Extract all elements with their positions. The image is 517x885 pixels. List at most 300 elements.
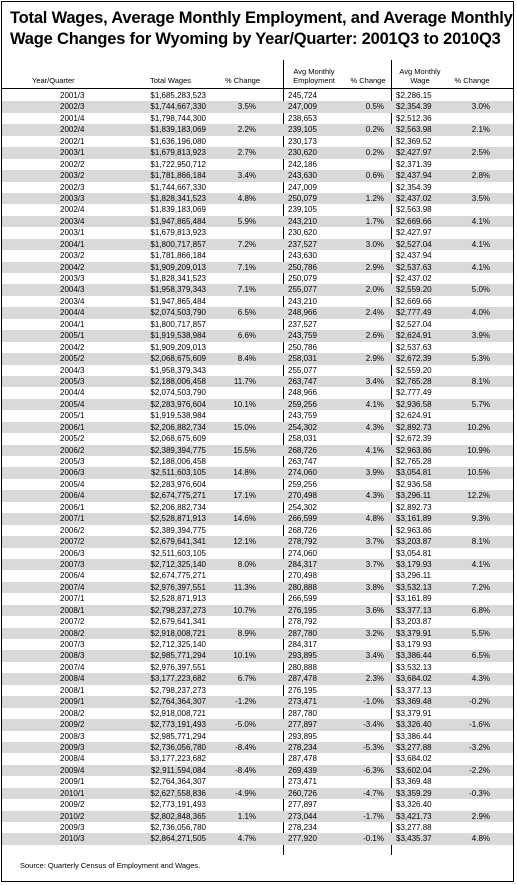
cell-pct-change-wage: 10.9% bbox=[467, 445, 490, 455]
cell-total-wages: $2,918,008,721 bbox=[150, 628, 206, 638]
table-row bbox=[2, 525, 513, 536]
cell-employment: 273,471 bbox=[288, 777, 317, 787]
cell-total-wages: $2,976,397,551 bbox=[150, 582, 206, 592]
cell-pct-change-wages: 10.1% bbox=[233, 399, 256, 409]
cell-pct-change-employment: -0.1% bbox=[363, 834, 384, 844]
cell-year-quarter: 2001/4 bbox=[60, 113, 85, 123]
cell-avg-wage: $2,427.97 bbox=[396, 228, 432, 238]
cell-pct-change-employment: 4.3% bbox=[365, 422, 384, 432]
cell-employment: 268,726 bbox=[288, 525, 317, 535]
cell-pct-change-wage: 4.1% bbox=[471, 262, 490, 272]
cell-avg-wage: $3,532.13 bbox=[396, 582, 432, 592]
table-row bbox=[2, 753, 513, 764]
cell-avg-wage: $2,777.49 bbox=[396, 308, 432, 318]
table-row bbox=[2, 662, 513, 673]
cell-avg-wage: $3,421.73 bbox=[396, 811, 432, 821]
table-row bbox=[2, 422, 513, 433]
source-note: Source: Quarterly Census of Employment and Wages. bbox=[20, 861, 201, 870]
cell-total-wages: $2,188,006,458 bbox=[150, 457, 206, 466]
cell-employment: 230,620 bbox=[288, 228, 317, 238]
cell-pct-change-wages: 8.0% bbox=[237, 559, 256, 569]
cell-avg-wage: $2,559.20 bbox=[396, 365, 432, 375]
cell-year-quarter: 2005/4 bbox=[60, 399, 85, 409]
cell-employment: 248,966 bbox=[288, 388, 317, 398]
cell-pct-change-wages: 12.1% bbox=[233, 537, 256, 547]
cell-employment: 238,653 bbox=[288, 113, 317, 123]
cell-employment: 277,897 bbox=[288, 720, 317, 730]
cell-avg-wage: $2,559.20 bbox=[396, 285, 432, 295]
header-avg-monthly-wage: Avg Monthly Wage bbox=[399, 67, 441, 85]
table-row bbox=[2, 570, 513, 581]
cell-avg-wage: $3,532.13 bbox=[396, 662, 432, 672]
cell-pct-change-employment: -1.7% bbox=[363, 811, 384, 821]
cell-employment: 284,317 bbox=[288, 559, 317, 569]
cell-year-quarter: 2009/1 bbox=[60, 697, 85, 707]
cell-avg-wage: $2,669.66 bbox=[396, 296, 432, 306]
table-row bbox=[2, 124, 513, 135]
cell-employment: 243,210 bbox=[288, 216, 317, 226]
cell-year-quarter: 2004/2 bbox=[60, 342, 85, 352]
table-row bbox=[2, 513, 513, 524]
cell-pct-change-wages: 3.4% bbox=[237, 171, 256, 181]
cell-avg-wage: $3,379.91 bbox=[396, 708, 432, 718]
table-row bbox=[2, 765, 513, 776]
cell-avg-wage: $3,326.40 bbox=[396, 720, 432, 730]
cell-year-quarter: 2004/4 bbox=[60, 388, 85, 398]
cell-pct-change-wages: 3.5% bbox=[237, 102, 256, 112]
cell-total-wages: $1,828,341,523 bbox=[150, 274, 206, 283]
title-line-2: Wage Changes for Wyoming by Year/Quarter: 2001Q3 to 2010Q3 bbox=[10, 30, 501, 48]
cell-total-wages: $2,074,503,790 bbox=[150, 388, 206, 398]
cell-employment: 260,726 bbox=[288, 788, 317, 798]
cell-total-wages: $2,674,775,271 bbox=[150, 571, 206, 581]
cell-pct-change-wages: -5.0% bbox=[235, 720, 256, 730]
cell-total-wages: $1,798,744,300 bbox=[150, 113, 206, 123]
cell-pct-change-wage: 5.0% bbox=[471, 285, 490, 295]
cell-pct-change-wages: -8.4% bbox=[235, 742, 256, 752]
cell-pct-change-wages: 1.1% bbox=[237, 811, 256, 821]
table-row bbox=[2, 467, 513, 478]
cell-employment: 230,620 bbox=[288, 148, 317, 158]
cell-total-wages: $1,679,813,923 bbox=[150, 228, 206, 238]
cell-avg-wage: $3,296.11 bbox=[396, 571, 431, 581]
cell-employment: 268,726 bbox=[288, 445, 317, 455]
cell-pct-change-wage: 6.5% bbox=[471, 651, 490, 661]
table-row bbox=[2, 147, 513, 158]
cell-pct-change-wages: 11.3% bbox=[233, 582, 256, 592]
cell-total-wages: $2,206,882,734 bbox=[150, 422, 206, 432]
table-row bbox=[2, 170, 513, 181]
cell-pct-change-wage: 4.3% bbox=[471, 674, 490, 684]
cell-pct-change-wages: 11.7% bbox=[233, 376, 256, 386]
cell-employment: 250,079 bbox=[288, 274, 317, 283]
cell-avg-wage: $2,354.39 bbox=[396, 182, 432, 192]
cell-employment: 239,105 bbox=[288, 125, 317, 135]
cell-employment: 259,256 bbox=[288, 399, 317, 409]
cell-total-wages: $1,685,283,523 bbox=[150, 91, 206, 100]
table-row bbox=[2, 204, 513, 215]
cell-year-quarter: 2007/4 bbox=[60, 582, 85, 592]
table-row bbox=[2, 342, 513, 353]
cell-pct-change-employment: 4.1% bbox=[365, 399, 384, 409]
cell-year-quarter: 2008/2 bbox=[60, 708, 85, 718]
cell-year-quarter: 2009/4 bbox=[60, 765, 85, 775]
cell-year-quarter: 2003/3 bbox=[60, 193, 85, 203]
cell-pct-change-wages: -4.9% bbox=[235, 788, 256, 798]
table-row bbox=[2, 365, 513, 376]
cell-pct-change-employment: 4.3% bbox=[365, 491, 384, 501]
cell-avg-wage: $2,892.73 bbox=[396, 502, 432, 512]
cell-total-wages: $1,781,866,184 bbox=[150, 251, 206, 261]
cell-pct-change-employment: 0.5% bbox=[365, 102, 384, 112]
cell-employment: 263,747 bbox=[288, 376, 317, 386]
cell-employment: 243,759 bbox=[288, 411, 317, 421]
cell-total-wages: $2,511,603,105 bbox=[150, 548, 206, 558]
cell-year-quarter: 2010/2 bbox=[60, 811, 85, 821]
cell-total-wages: $3,177,223,682 bbox=[150, 754, 206, 764]
cell-pct-change-wage: 10.2% bbox=[467, 422, 490, 432]
cell-total-wages: $2,679,641,341 bbox=[150, 537, 206, 547]
cell-pct-change-wage: 4.1% bbox=[471, 239, 490, 249]
cell-year-quarter: 2006/1 bbox=[60, 422, 85, 432]
cell-avg-wage: $3,054.81 bbox=[396, 468, 432, 478]
cell-pct-change-wage: 12.2% bbox=[467, 491, 490, 501]
cell-employment: 250,079 bbox=[288, 193, 317, 203]
cell-total-wages: $1,919,538,984 bbox=[150, 411, 206, 421]
header-year-quarter: Year/Quarter bbox=[32, 76, 75, 85]
cell-year-quarter: 2006/4 bbox=[60, 491, 85, 501]
cell-employment: 270,498 bbox=[288, 491, 317, 501]
cell-pct-change-employment: 3.0% bbox=[365, 239, 384, 249]
cell-total-wages: $2,736,056,780 bbox=[150, 742, 206, 752]
cell-year-quarter: 2004/1 bbox=[60, 239, 85, 249]
cell-avg-wage: $2,537.63 bbox=[396, 262, 432, 272]
cell-pct-change-wage: 7.2% bbox=[471, 582, 490, 592]
cell-employment: 258,031 bbox=[288, 354, 317, 364]
cell-employment: 245,724 bbox=[288, 91, 317, 100]
cell-avg-wage: $2,963.86 bbox=[396, 525, 432, 535]
cell-employment: 247,009 bbox=[288, 182, 317, 192]
cell-year-quarter: 2009/2 bbox=[60, 800, 85, 810]
cell-employment: 254,302 bbox=[288, 422, 317, 432]
table-row bbox=[2, 719, 513, 730]
cell-employment: 243,630 bbox=[288, 251, 317, 261]
cell-total-wages: $2,736,056,780 bbox=[150, 823, 206, 832]
cell-pct-change-wage: -0.2% bbox=[469, 697, 490, 707]
cell-employment: 259,256 bbox=[288, 479, 317, 489]
cell-pct-change-wage: 4.8% bbox=[471, 834, 490, 844]
cell-employment: 287,780 bbox=[288, 628, 317, 638]
cell-avg-wage: $2,354.39 bbox=[396, 102, 432, 112]
cell-pct-change-wages: -1.2% bbox=[235, 697, 256, 707]
cell-pct-change-employment: 2.4% bbox=[365, 308, 384, 318]
cell-pct-change-wages: 15.0% bbox=[233, 422, 256, 432]
table-row bbox=[2, 559, 513, 570]
cell-pct-change-employment: 0.6% bbox=[365, 171, 384, 181]
cell-year-quarter: 2006/3 bbox=[60, 548, 85, 558]
cell-avg-wage: $2,563.98 bbox=[396, 205, 432, 215]
cell-year-quarter: 2009/3 bbox=[60, 742, 85, 752]
cell-year-quarter: 2002/4 bbox=[60, 125, 85, 135]
header-pct-change-wages: % Change bbox=[225, 76, 261, 85]
cell-pct-change-employment: 2.0% bbox=[365, 285, 384, 295]
table-row bbox=[2, 399, 513, 410]
cell-total-wages: $2,976,397,551 bbox=[150, 662, 206, 672]
cell-total-wages: $2,802,848,365 bbox=[150, 811, 206, 821]
cell-total-wages: $1,636,196,080 bbox=[150, 136, 206, 146]
cell-avg-wage: $2,369.52 bbox=[396, 136, 432, 146]
cell-avg-wage: $3,179.93 bbox=[396, 640, 432, 649]
cell-employment: 255,077 bbox=[288, 285, 317, 295]
cell-employment: 278,234 bbox=[288, 823, 317, 832]
cell-total-wages: $2,528,871,913 bbox=[150, 514, 206, 524]
cell-year-quarter: 2007/1 bbox=[60, 594, 85, 604]
table-row bbox=[2, 582, 513, 593]
cell-pct-change-wage: 3.5% bbox=[471, 193, 490, 203]
cell-year-quarter: 2006/2 bbox=[60, 525, 85, 535]
cell-pct-change-wage: 5.7% bbox=[471, 399, 490, 409]
cell-year-quarter: 2008/4 bbox=[60, 754, 85, 764]
cell-avg-wage: $2,437.94 bbox=[396, 171, 432, 181]
cell-employment: 237,527 bbox=[288, 319, 317, 329]
cell-avg-wage: $3,369.48 bbox=[396, 777, 432, 787]
cell-employment: 243,210 bbox=[288, 296, 317, 306]
cell-year-quarter: 2002/3 bbox=[60, 182, 85, 192]
cell-total-wages: $1,947,865,484 bbox=[150, 216, 206, 226]
cell-year-quarter: 2007/3 bbox=[60, 559, 85, 569]
cell-pct-change-wage: 6.8% bbox=[471, 605, 490, 615]
cell-pct-change-wages: -8.4% bbox=[235, 765, 256, 775]
cell-pct-change-wage: 4.1% bbox=[471, 216, 490, 226]
cell-pct-change-wages: 8.9% bbox=[237, 628, 256, 638]
cell-employment: 284,317 bbox=[288, 640, 317, 649]
cell-employment: 230,173 bbox=[288, 136, 317, 146]
cell-year-quarter: 2004/3 bbox=[60, 365, 85, 375]
cell-pct-change-wages: 14.8% bbox=[233, 468, 256, 478]
cell-pct-change-wages: 7.2% bbox=[237, 239, 256, 249]
cell-pct-change-employment: 2.3% bbox=[365, 674, 384, 684]
cell-avg-wage: $2,936.58 bbox=[396, 399, 432, 409]
cell-pct-change-wages: 7.1% bbox=[237, 285, 256, 295]
table-row bbox=[2, 182, 513, 193]
cell-year-quarter: 2008/2 bbox=[60, 628, 85, 638]
table-row bbox=[2, 685, 513, 696]
cell-total-wages: $2,068,675,609 bbox=[150, 434, 206, 444]
cell-avg-wage: $3,377.13 bbox=[396, 605, 432, 615]
cell-year-quarter: 2003/2 bbox=[60, 251, 85, 261]
cell-employment: 280,888 bbox=[288, 662, 317, 672]
table-row bbox=[2, 708, 513, 719]
cell-employment: 287,478 bbox=[288, 754, 317, 764]
cell-year-quarter: 2004/4 bbox=[60, 308, 85, 318]
cell-avg-wage: $3,684.02 bbox=[396, 754, 432, 764]
cell-year-quarter: 2003/1 bbox=[60, 228, 85, 238]
table-figure bbox=[1, 1, 514, 882]
cell-avg-wage: $3,602.04 bbox=[396, 765, 432, 775]
cell-year-quarter: 2009/2 bbox=[60, 720, 85, 730]
cell-pct-change-employment: 3.6% bbox=[365, 605, 384, 615]
cell-pct-change-wage: -0.3% bbox=[469, 788, 490, 798]
cell-year-quarter: 2002/2 bbox=[60, 159, 85, 169]
cell-employment: 293,895 bbox=[288, 651, 317, 661]
cell-avg-wage: $3,386.44 bbox=[396, 651, 432, 661]
cell-avg-wage: $3,369.48 bbox=[396, 697, 432, 707]
cell-avg-wage: $2,527.04 bbox=[396, 239, 432, 249]
cell-year-quarter: 2005/1 bbox=[60, 331, 85, 341]
cell-avg-wage: $3,203.87 bbox=[396, 537, 432, 547]
table-row bbox=[2, 216, 513, 227]
cell-employment: 243,630 bbox=[288, 171, 317, 181]
cell-total-wages: $2,764,364,307 bbox=[150, 777, 206, 787]
header-pct-change-wage: % Change bbox=[454, 76, 490, 85]
table-row bbox=[2, 536, 513, 547]
cell-avg-wage: $2,537.63 bbox=[396, 342, 432, 352]
cell-employment: 274,060 bbox=[288, 468, 317, 478]
cell-employment: 247,009 bbox=[288, 102, 317, 112]
cell-year-quarter: 2003/3 bbox=[60, 274, 85, 283]
cell-pct-change-wage: 5.5% bbox=[471, 628, 490, 638]
table-row bbox=[2, 593, 513, 604]
cell-total-wages: $1,958,379,343 bbox=[150, 285, 206, 295]
cell-avg-wage: $3,435.37 bbox=[396, 834, 432, 844]
table-row bbox=[2, 387, 513, 398]
cell-year-quarter: 2007/2 bbox=[60, 617, 85, 627]
cell-year-quarter: 2005/4 bbox=[60, 479, 85, 489]
table-header bbox=[2, 60, 513, 89]
cell-total-wages: $2,206,882,734 bbox=[150, 502, 206, 512]
cell-total-wages: $2,283,976,604 bbox=[150, 479, 206, 489]
cell-avg-wage: $2,512.36 bbox=[396, 113, 432, 123]
cell-pct-change-employment: 3.7% bbox=[365, 537, 384, 547]
cell-total-wages: $1,800,717,857 bbox=[150, 239, 206, 249]
cell-avg-wage: $3,296.11 bbox=[396, 491, 431, 501]
cell-total-wages: $1,958,379,343 bbox=[150, 365, 206, 375]
cell-pct-change-wage: 5.3% bbox=[471, 354, 490, 364]
cell-total-wages: $1,909,209,013 bbox=[150, 342, 206, 352]
cell-employment: 254,302 bbox=[288, 502, 317, 512]
cell-pct-change-employment: 3.7% bbox=[365, 559, 384, 569]
cell-total-wages: $2,188,006,458 bbox=[150, 376, 206, 386]
cell-avg-wage: $3,179.93 bbox=[396, 559, 432, 569]
table-row bbox=[2, 548, 513, 559]
cell-year-quarter: 2007/2 bbox=[60, 537, 85, 547]
cell-total-wages: $2,985,771,294 bbox=[150, 651, 206, 661]
cell-total-wages: $2,798,237,273 bbox=[150, 685, 206, 695]
cell-year-quarter: 2005/2 bbox=[60, 354, 85, 364]
table-body bbox=[2, 90, 513, 845]
header-avg-monthly-employment: Avg Monthly Employment bbox=[293, 67, 335, 85]
cell-year-quarter: 2010/1 bbox=[60, 788, 85, 798]
header-pct-change-employment: % Change bbox=[350, 76, 386, 85]
table-row bbox=[2, 673, 513, 684]
cell-year-quarter: 2003/4 bbox=[60, 216, 85, 226]
table-row bbox=[2, 193, 513, 204]
cell-pct-change-wages: 4.8% bbox=[237, 193, 256, 203]
cell-pct-change-wages: 15.5% bbox=[233, 445, 256, 455]
cell-avg-wage: $3,377.13 bbox=[396, 685, 432, 695]
cell-avg-wage: $2,672.39 bbox=[396, 354, 432, 364]
cell-avg-wage: $2,672.39 bbox=[396, 434, 432, 444]
cell-total-wages: $2,528,871,913 bbox=[150, 594, 206, 604]
cell-pct-change-employment: 1.2% bbox=[365, 193, 384, 203]
cell-total-wages: $2,773,191,493 bbox=[150, 800, 206, 810]
cell-year-quarter: 2005/3 bbox=[60, 376, 85, 386]
cell-employment: 278,792 bbox=[288, 617, 317, 627]
cell-employment: 266,599 bbox=[288, 594, 317, 604]
cell-employment: 239,105 bbox=[288, 205, 317, 215]
cell-avg-wage: $2,624.91 bbox=[396, 411, 432, 421]
cell-pct-change-employment: -6.3% bbox=[363, 765, 384, 775]
cell-total-wages: $2,627,558,836 bbox=[150, 788, 206, 798]
cell-total-wages: $1,839,183,069 bbox=[150, 125, 206, 135]
table-row bbox=[2, 353, 513, 364]
cell-employment: 248,966 bbox=[288, 308, 317, 318]
cell-year-quarter: 2003/1 bbox=[60, 148, 85, 158]
cell-pct-change-employment: 3.4% bbox=[365, 376, 384, 386]
cell-employment: 277,920 bbox=[288, 834, 317, 844]
cell-pct-change-employment: 2.6% bbox=[365, 331, 384, 341]
cell-pct-change-wage: 4.0% bbox=[471, 308, 490, 318]
cell-total-wages: $2,679,641,341 bbox=[150, 617, 206, 627]
cell-pct-change-employment: -4.7% bbox=[363, 788, 384, 798]
cell-pct-change-wages: 10.1% bbox=[233, 651, 256, 661]
cell-year-quarter: 2006/3 bbox=[60, 468, 85, 478]
cell-total-wages: $2,389,394,775 bbox=[150, 445, 206, 455]
table-row bbox=[2, 788, 513, 799]
cell-year-quarter: 2007/4 bbox=[60, 662, 85, 672]
cell-pct-change-employment: 3.9% bbox=[365, 468, 384, 478]
cell-employment: 255,077 bbox=[288, 365, 317, 375]
cell-pct-change-wage: 8.1% bbox=[471, 537, 490, 547]
cell-avg-wage: $2,437.02 bbox=[396, 193, 432, 203]
table-row bbox=[2, 330, 513, 341]
cell-year-quarter: 2003/4 bbox=[60, 296, 85, 306]
table-row bbox=[2, 296, 513, 307]
cell-total-wages: $2,764,364,307 bbox=[150, 697, 206, 707]
cell-total-wages: $2,074,503,790 bbox=[150, 308, 206, 318]
cell-year-quarter: 2008/3 bbox=[60, 651, 85, 661]
cell-year-quarter: 2001/3 bbox=[60, 91, 85, 100]
cell-total-wages: $2,511,603,105 bbox=[150, 468, 206, 478]
cell-pct-change-wage: 10.5% bbox=[467, 468, 490, 478]
table-row bbox=[2, 650, 513, 661]
table-row bbox=[2, 433, 513, 444]
cell-year-quarter: 2007/3 bbox=[60, 640, 85, 649]
cell-avg-wage: $2,936.58 bbox=[396, 479, 432, 489]
table-row bbox=[2, 307, 513, 318]
table-row bbox=[2, 742, 513, 753]
cell-total-wages: $1,679,813,923 bbox=[150, 148, 206, 158]
cell-pct-change-employment: 2.9% bbox=[365, 354, 384, 364]
cell-total-wages: $1,909,209,013 bbox=[150, 262, 206, 272]
table-row bbox=[2, 605, 513, 616]
cell-pct-change-wages: 7.1% bbox=[237, 262, 256, 272]
cell-year-quarter: 2007/1 bbox=[60, 514, 85, 524]
cell-year-quarter: 2005/3 bbox=[60, 457, 85, 466]
cell-avg-wage: $3,379.91 bbox=[396, 628, 432, 638]
cell-pct-change-wage: -1.6% bbox=[469, 720, 490, 730]
cell-total-wages: $2,283,976,604 bbox=[150, 399, 206, 409]
cell-employment: 274,060 bbox=[288, 548, 317, 558]
cell-employment: 276,195 bbox=[288, 685, 317, 695]
title-line-1: Total Wages, Average Monthly Employment, and Average Monthly bbox=[10, 9, 513, 27]
cell-avg-wage: $3,386.44 bbox=[396, 731, 432, 741]
table-row bbox=[2, 376, 513, 387]
cell-year-quarter: 2004/1 bbox=[60, 319, 85, 329]
cell-employment: 280,888 bbox=[288, 582, 317, 592]
cell-pct-change-employment: -5.3% bbox=[363, 742, 384, 752]
cell-employment: 243,759 bbox=[288, 331, 317, 341]
